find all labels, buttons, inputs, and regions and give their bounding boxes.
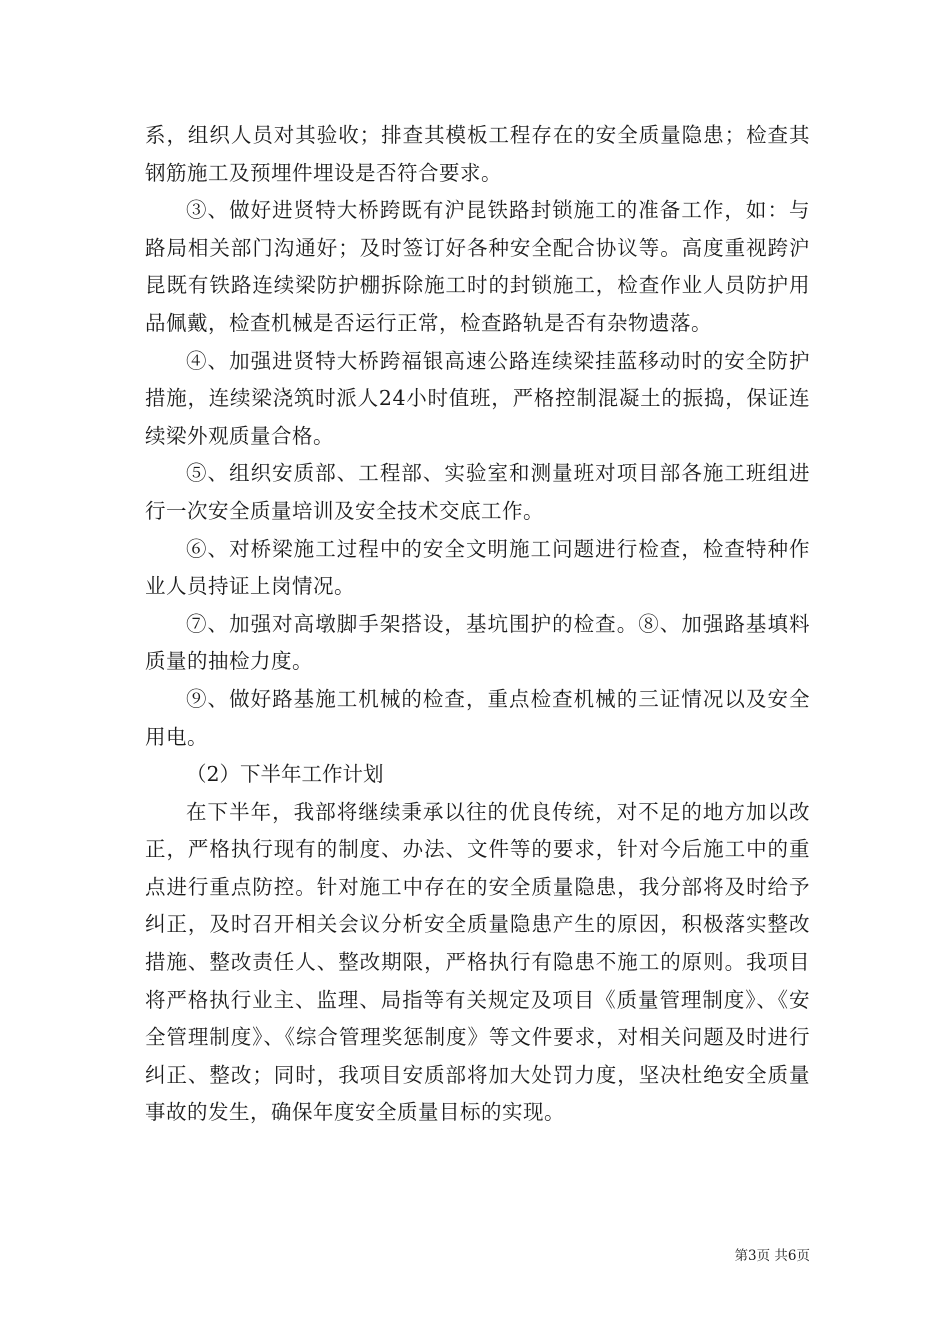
paragraph-item-6: ⑥、对桥梁施工过程中的安全文明施工问题进行检查，检查特种作业人员持证上岗情况。 [145,536,810,599]
page-number: 第3页 共6页 [734,1248,810,1264]
paragraph-item-3: ③、做好进贤特大桥跨既有沪昆铁路封锁施工的准备工作，如：与路局相关部门沟通好；及时签订好各种安全配合协议等。高度重视跨沪昆既有铁路连续梁防护棚拆除施工时的封锁施工，检查作业人员防护用品佩戴，检查机械是否运行正常，检查路轨是否有杂物遗落。 [145,198,810,335]
paragraph-item-5: ⑤、组织安质部、工程部、实验室和测量班对项目部各施工班组进行一次安全质量培训及安全技术交底工作。 [145,461,810,523]
paragraph-item-9: ⑨、做好路基施工机械的检查，重点检查机械的三证情况以及安全用电。 [145,686,810,749]
paragraph-item-7-8: ⑦、加强对高墩脚手架搭设，基坑围护的检查。⑧、加强路基填料质量的抽检力度。 [145,611,810,674]
document-body [145,117,810,1132]
paragraph-continuation: 系，组织人员对其验收；排查其模板工程存在的安全质量隐患；检查其钢筋施工及预埋件埋设是否符合要求。 [145,123,810,185]
paragraph-item-4: ④、加强进贤特大桥跨福银高速公路连续梁挂蓝移动时的安全防护措施，连续梁浇筑时派人24小时值班，严格控制混凝土的振捣，保证连续梁外观质量合格。 [145,348,810,448]
paragraph-plan: 在下半年，我部将继续秉承以往的优良传统，对不足的地方加以改正，严格执行现有的制度、办法、文件等的要求，针对今后施工中的重点进行重点防控。针对施工中存在的安全质量隐患，我分部将及时给予纠正，及时召开相关会议分析安全质量隐患产生的原因，积极落实整改措施、整改责任人、整改期限，严格执行有隐患不施工的原则。我项目将严格执行业主、监理、局指等有关规定及项目《质量管理制度》、《安全管理制度》、《综合管理奖惩制度》等文件要求，对相关问题及时进行纠正、整改；同时，我项目安质部将加大处罚力度，坚决杜绝安全质量事故的发生，确保年度安全质量目标的实现。 [145,799,810,1125]
section-heading: （2）下半年工作计划 [186,762,384,787]
